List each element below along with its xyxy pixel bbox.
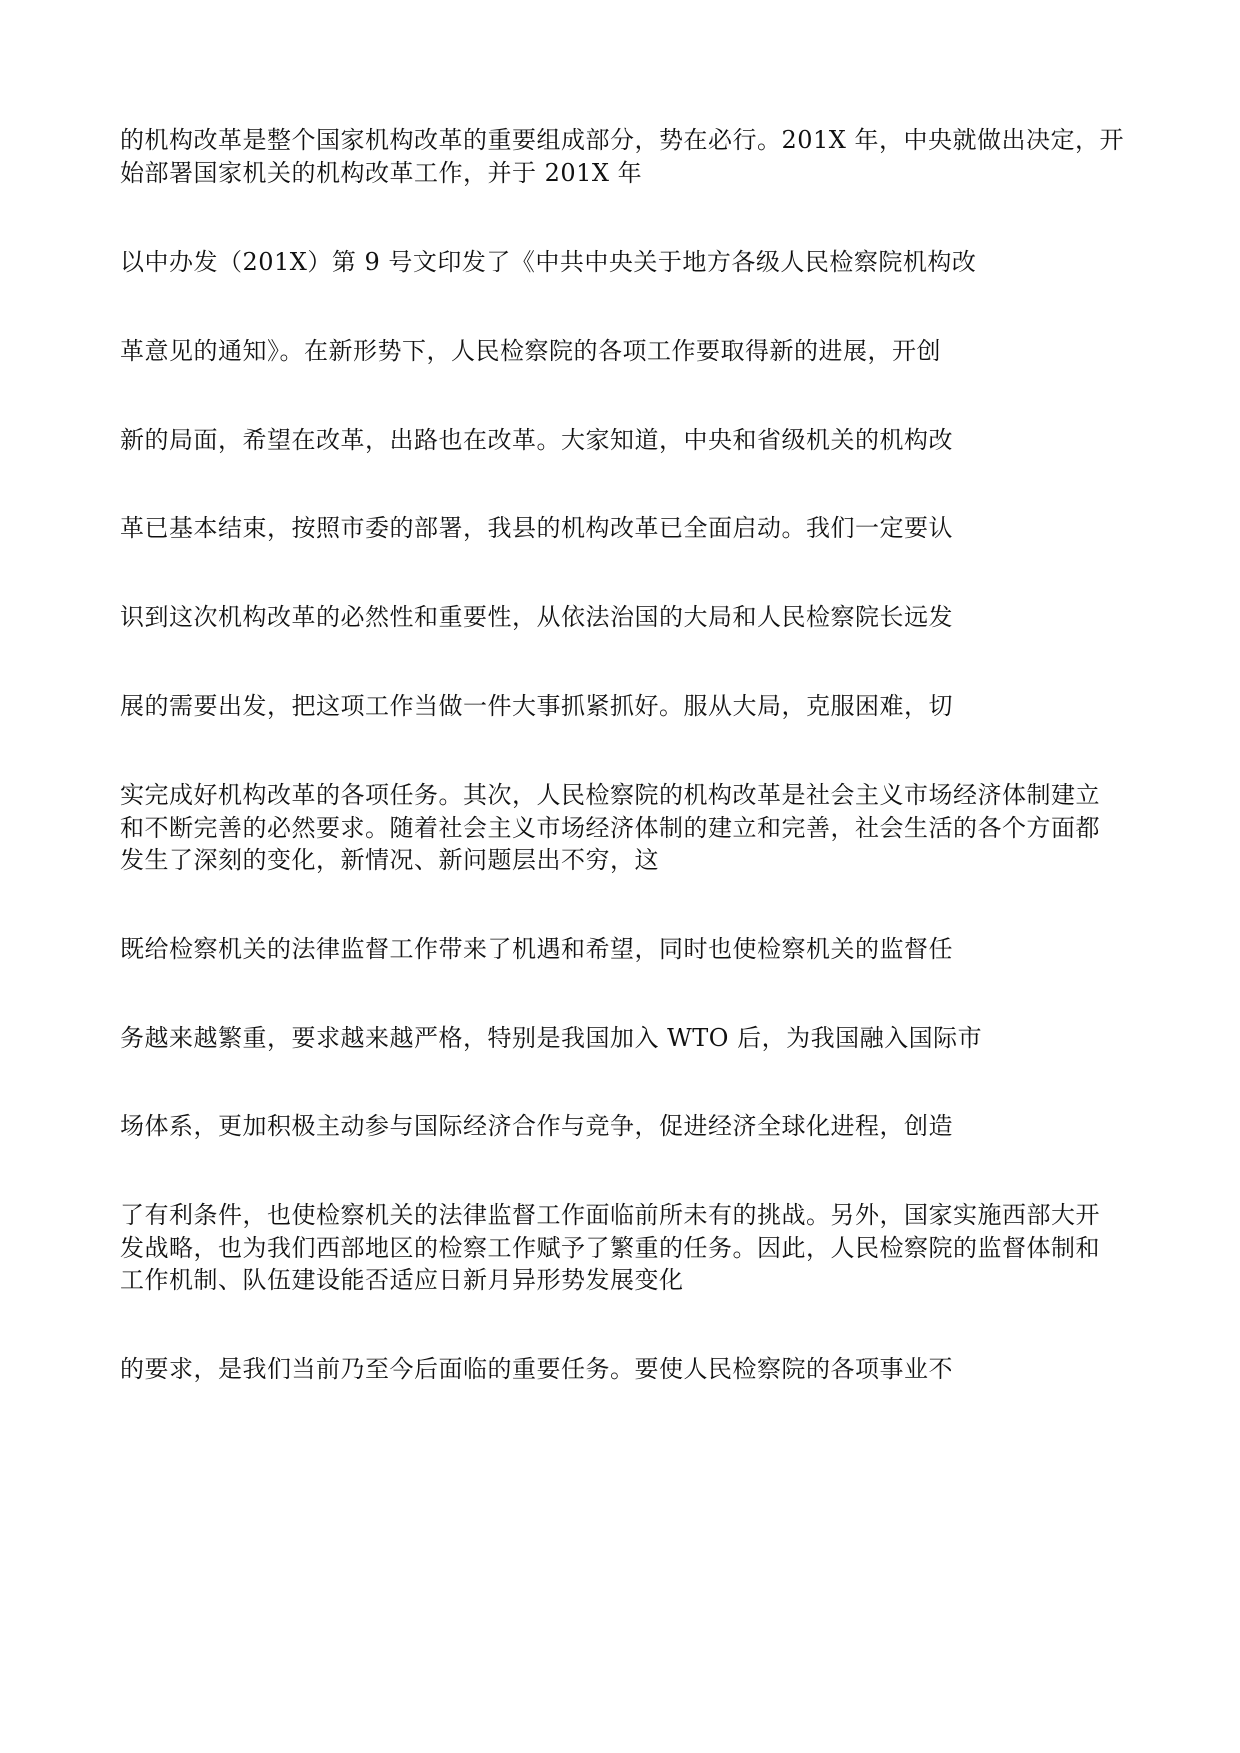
text-line: 的机构改革是整个国家机构改革的重要组成部分，势在必行。201X 年，中央就做出决定，开 [120, 126, 1125, 154]
text-line: 既给检察机关的法律监督工作带来了机遇和希望，同时也使检察机关的监督任 [120, 935, 953, 963]
text-line: 以中办发（201X）第 9 号文印发了《中共中央关于地方各级人民检察院机构改 [120, 248, 977, 276]
text-line: 展的需要出发，把这项工作当做一件大事抓紧抓好。服从大局，克服困难，切 [120, 692, 953, 720]
text-line: 发生了深刻的变化，新情况、新问题层出不穷，这 [120, 846, 659, 874]
text-line: 识到这次机构改革的必然性和重要性，从依法治国的大局和人民检察院长远发 [120, 603, 953, 631]
text-line: 实完成好机构改革的各项任务。其次，人民检察院的机构改革是社会主义市场经济体制建立 [120, 781, 1100, 809]
text-line: 革已基本结束，按照市委的部署，我县的机构改革已全面启动。我们一定要认 [120, 514, 953, 542]
text-line: 和不断完善的必然要求。随着社会主义市场经济体制的建立和完善，社会生活的各个方面都 [120, 814, 1100, 842]
text-line: 始部署国家机关的机构改革工作，并于 201X 年 [120, 159, 643, 187]
text-line: 的要求，是我们当前乃至今后面临的重要任务。要使人民检察院的各项事业不 [120, 1355, 953, 1383]
text-line: 发战略，也为我们西部地区的检察工作赋予了繁重的任务。因此，人民检察院的监督体制和 [120, 1234, 1100, 1262]
text-line: 新的局面，希望在改革，出路也在改革。大家知道，中央和省级机关的机构改 [120, 426, 953, 454]
text-line: 务越来越繁重，要求越来越严格，特别是我国加入 WTO 后，为我国融入国际市 [120, 1024, 983, 1052]
text-line: 场体系，更加积极主动参与国际经济合作与竞争，促进经济全球化进程，创造 [120, 1112, 953, 1140]
text-line: 革意见的通知》。在新形势下，人民检察院的各项工作要取得新的进展，开创 [120, 337, 941, 365]
text-line: 工作机制、队伍建设能否适应日新月异形势发展变化 [120, 1266, 684, 1294]
text-line: 了有利条件，也使检察机关的法律监督工作面临前所未有的挑战。另外，国家实施西部大开 [120, 1201, 1100, 1229]
